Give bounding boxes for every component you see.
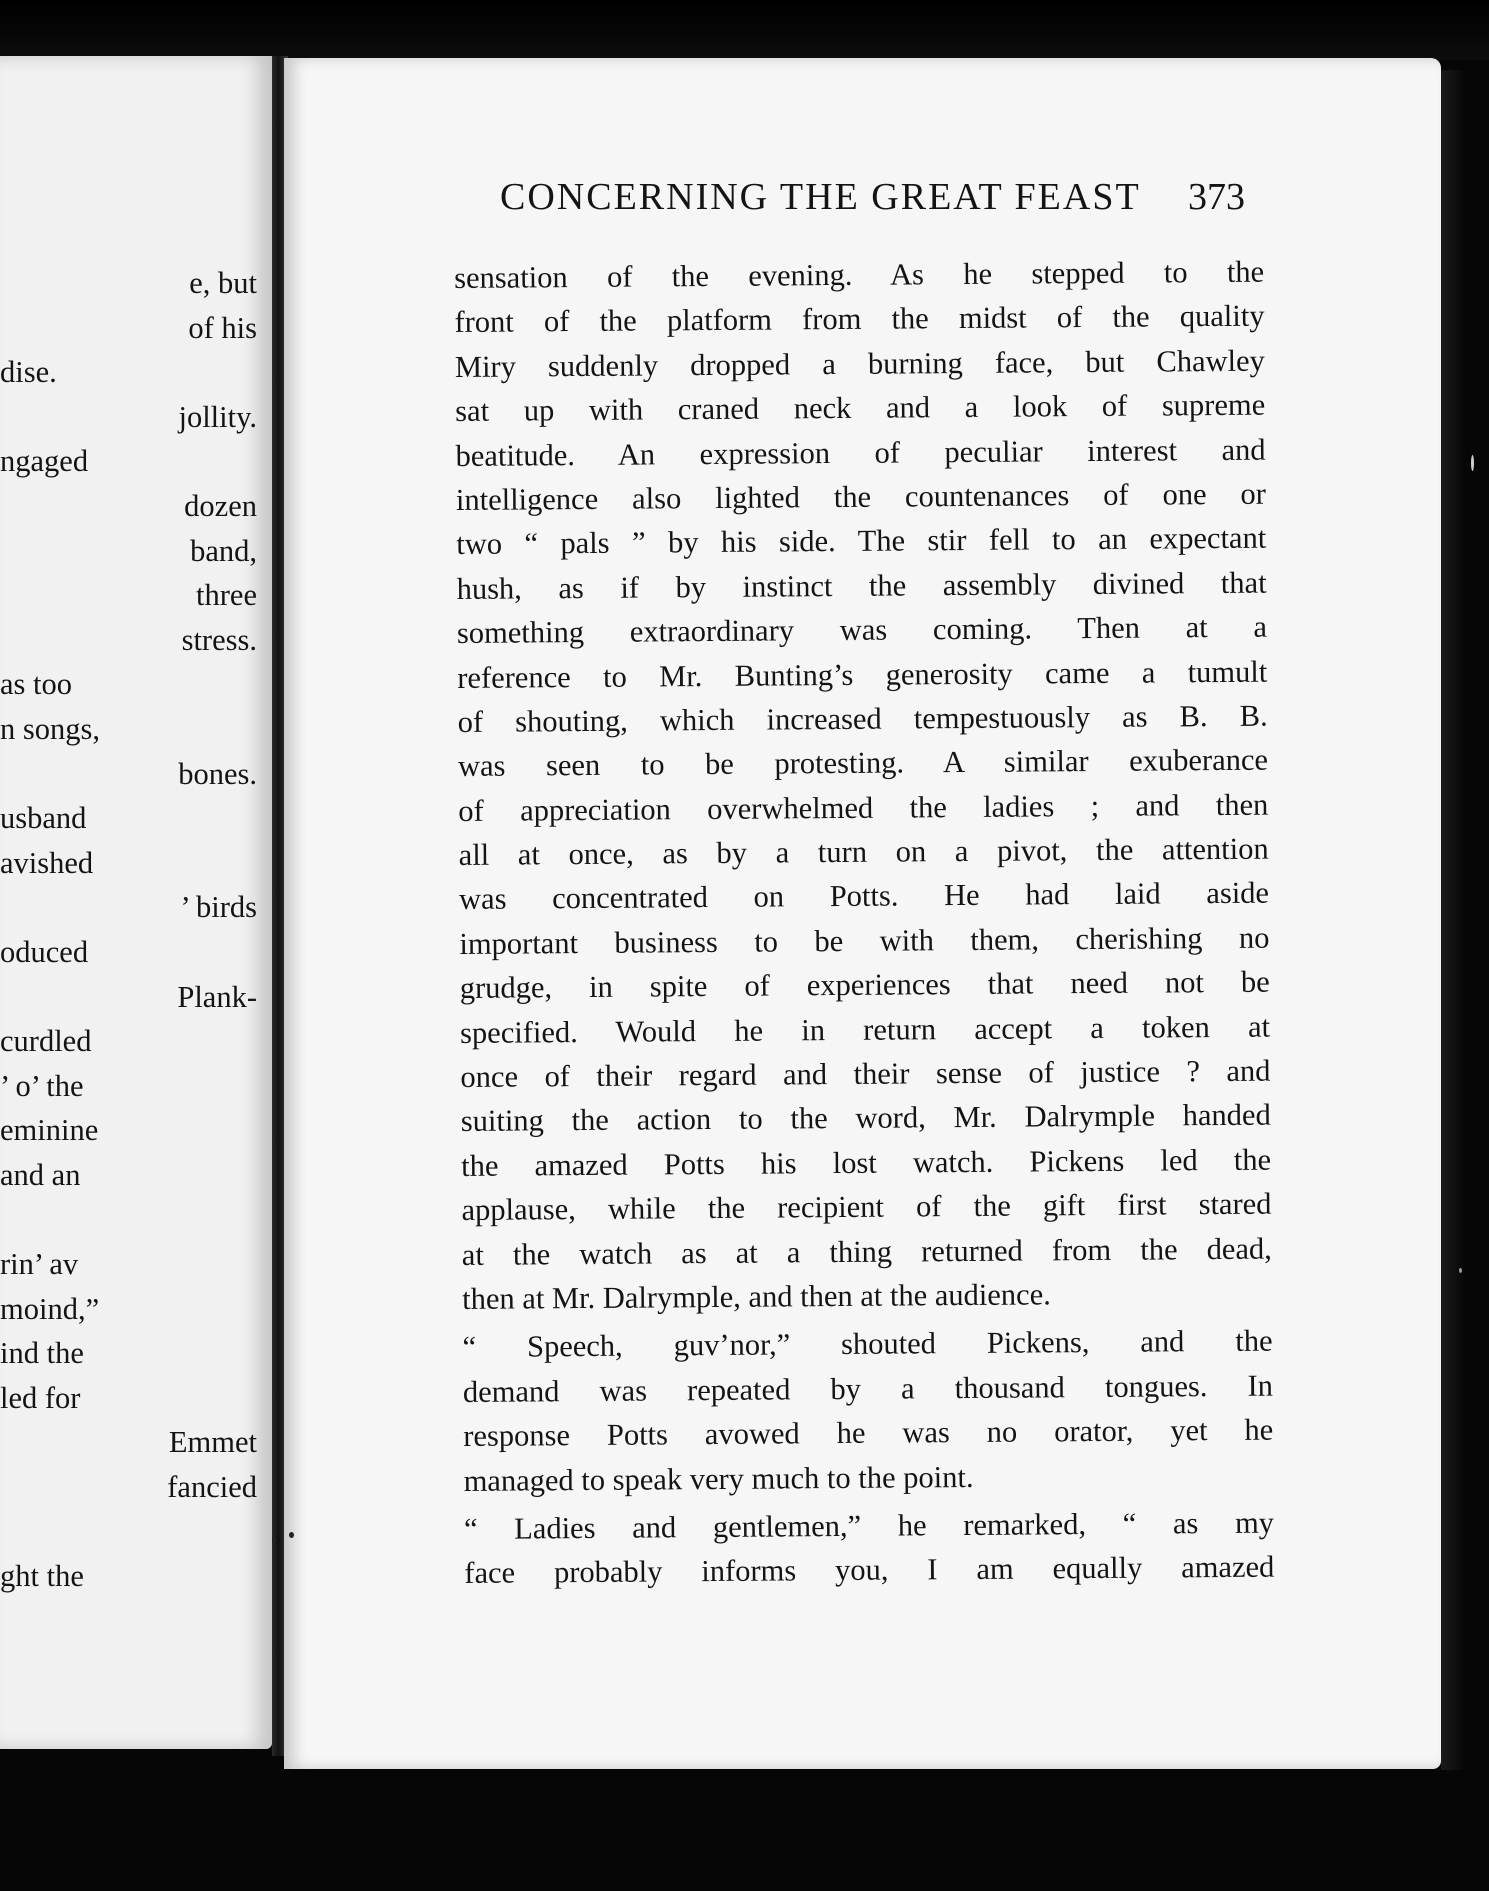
- left-line: fancied: [167, 1470, 257, 1505]
- left-line: and an: [0, 1157, 81, 1192]
- text-line: managed to speak very much to the point.: [463, 1459, 974, 1498]
- text-line: grudge, in spite of experiences that need not be: [459, 964, 1270, 1006]
- text-line: something extraordinary was coming. Then at a: [456, 609, 1268, 651]
- left-line: jollity.: [178, 399, 257, 434]
- text-line: was seen to be protesting. A similar exuberance: [457, 742, 1269, 784]
- left-line: avished: [0, 845, 94, 880]
- left-line: ngaged: [0, 444, 89, 479]
- left-line: [0, 1197, 257, 1242]
- left-line: Emmet: [168, 1425, 257, 1460]
- text-line: sensation of the evening. As he stepped to the: [454, 254, 1265, 295]
- page-edge-shadow: [1441, 70, 1467, 1770]
- text-line: of appreciation overwhelmed the ladies ; and then: [458, 787, 1269, 828]
- left-line: e, but: [189, 266, 257, 300]
- left-line: three: [196, 578, 257, 613]
- left-line: led for: [0, 1380, 81, 1415]
- left-line: ’ birds: [180, 890, 257, 925]
- text-line: was concentrated on Potts. He had laid aside: [458, 876, 1270, 917]
- left-line: n songs,: [0, 711, 100, 746]
- text-line: “ Speech, guv’nor,” shouted Pickens, and the: [462, 1323, 1273, 1365]
- left-line: rin’ av: [0, 1247, 79, 1282]
- scan-speck: [272, 1537, 276, 1542]
- text-line: front of the platform from the midst of the quality: [454, 299, 1265, 340]
- text-line: important business to be with them, cherishing no: [459, 920, 1270, 961]
- left-line: dise.: [0, 355, 57, 390]
- text-line: sat up with craned neck and a look of supreme: [455, 387, 1266, 429]
- left-line: band,: [190, 533, 257, 568]
- text-line: face probably informs you, I am equally amazed: [464, 1549, 1275, 1591]
- text-line: two “ pals ” by his side. The stir fell to an expectant: [456, 520, 1267, 562]
- scan-speck: [1471, 455, 1474, 471]
- page-body-text: [454, 250, 1274, 1596]
- left-page: [0, 56, 272, 1749]
- page-number: 373: [1188, 176, 1245, 218]
- text-line: reference to Mr. Bunting’s generosity came a tumult: [457, 654, 1268, 695]
- text-line: response Potts avowed he was no orator, yet he: [463, 1412, 1274, 1454]
- scanner-background: [0, 0, 1489, 60]
- left-line: Plank-: [177, 979, 257, 1014]
- text-line: intelligence also lighted the countenances of one or: [455, 476, 1267, 517]
- text-line: beatitude. An expression of peculiar interest and: [455, 432, 1266, 473]
- left-line: ’ o’ the: [0, 1068, 84, 1103]
- left-line: as too: [0, 667, 73, 702]
- left-line: curdled: [0, 1024, 92, 1059]
- text-line: demand was repeated by a thousand tongues. In: [462, 1368, 1274, 1409]
- left-line: eminine: [0, 1113, 99, 1148]
- left-line: dozen: [184, 488, 257, 523]
- text-line: of shouting, which increased tempestuously as B. B.: [457, 698, 1268, 739]
- text-line: hush, as if by instinct the assembly divined that: [456, 565, 1267, 606]
- running-head: [500, 175, 1245, 223]
- text-line: then at Mr. Dalrymple, and then at the audience.: [462, 1277, 1051, 1316]
- text-line: all at once, as by a turn on a pivot, the attention: [458, 831, 1269, 873]
- left-line: oduced: [0, 934, 89, 969]
- text-line: suiting the action to the word, Mr. Dalrymple handed: [460, 1098, 1271, 1139]
- left-line: [0, 1510, 257, 1555]
- left-line: usband: [0, 801, 87, 836]
- text-line: the amazed Potts his lost watch. Pickens led the: [461, 1142, 1272, 1183]
- scan-speck: [1459, 1268, 1462, 1273]
- scan-speck: [289, 1532, 294, 1538]
- left-line: stress.: [181, 622, 257, 657]
- text-line: applause, while the recipient of the gift first stared: [461, 1186, 1272, 1228]
- text-line: Miry suddenly dropped a burning face, but Chawley: [454, 343, 1265, 384]
- left-line: moind,”: [0, 1291, 100, 1326]
- text-line: at the watch as at a thing returned from the dead,: [461, 1231, 1272, 1272]
- text-line: specified. Would he in return accept a token at: [459, 1009, 1271, 1050]
- left-line: ght the: [0, 1559, 84, 1594]
- text-line: “ Ladies and gentlemen,” he remarked, “ as my: [463, 1505, 1275, 1546]
- left-line: ind the: [0, 1336, 84, 1371]
- text-line: once of their regard and their sense of justice ? and: [460, 1053, 1271, 1095]
- left-page-text: [0, 261, 257, 1599]
- left-line: of his: [188, 310, 257, 345]
- left-line: bones.: [178, 756, 257, 791]
- running-head-title: CONCERNING THE GREAT FEAST: [500, 176, 1141, 218]
